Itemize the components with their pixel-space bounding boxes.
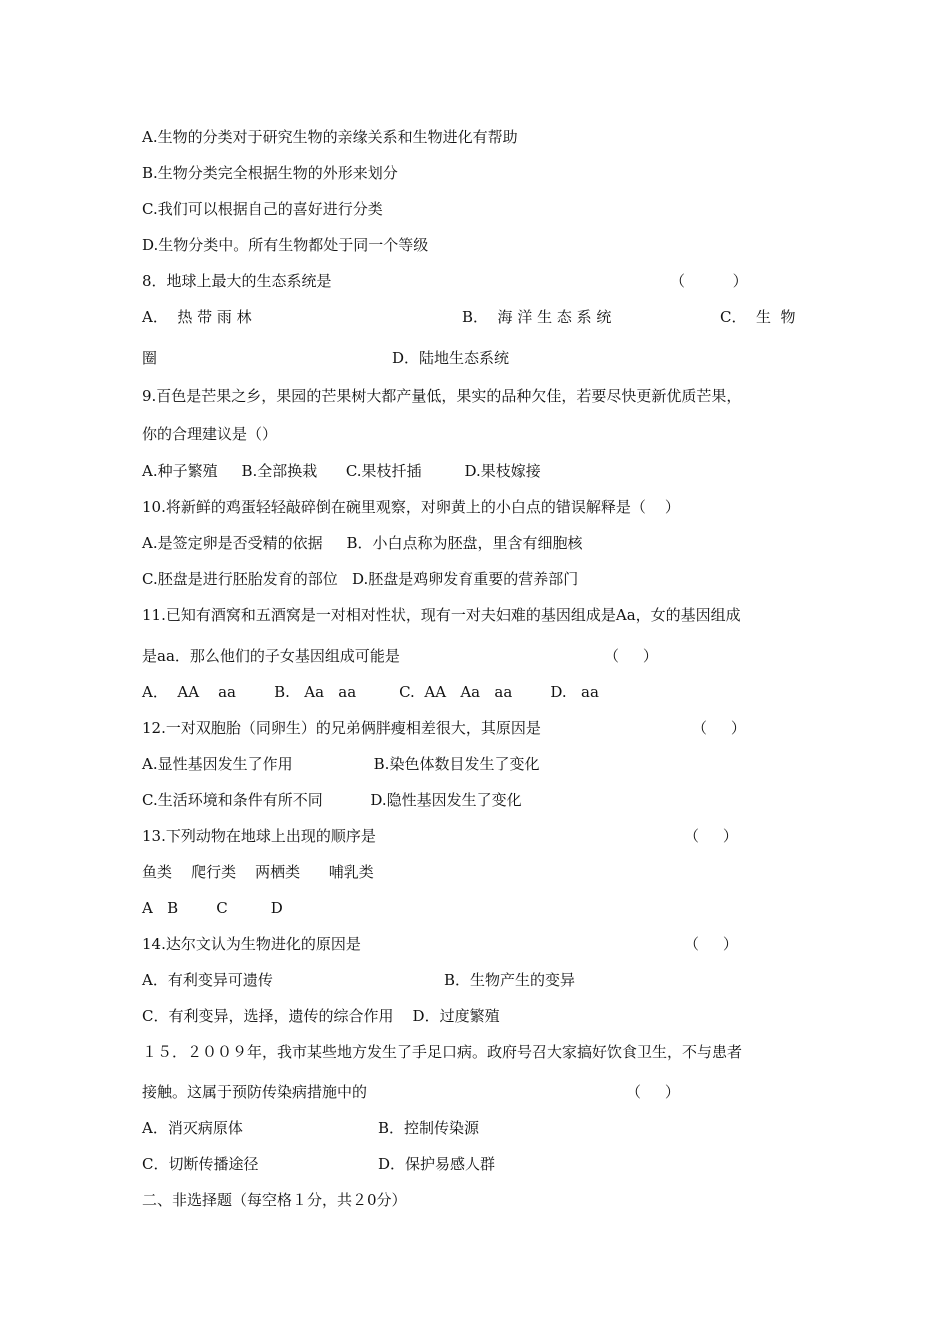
q8-stem: 8．地球上最大的生态系统是 [142,272,332,290]
q8-option-c: C． 生 物 [720,308,796,326]
q15-option-d: D．保护易感人群 [378,1155,496,1173]
q10-options-ab: A.是签定卵是否受精的依据 B．小白点称为胚盘，里含有细胞核 [142,534,583,552]
q8-option-a: A． 热 带 雨 林 [142,308,252,326]
q12-options-ab: A.显性基因发生了作用 B.染色体数目发生了变化 [142,755,540,773]
q12-options-cd: C.生活环境和条件有所不同 D.隐性基因发生了变化 [142,791,522,809]
q12-answer-paren: （ ） [692,719,746,737]
q13-stem: 13.下列动物在地球上出现的顺序是 [142,827,376,845]
section-2-heading: 二、非选择题（每空格１分，共２0分） [142,1191,407,1209]
q14-option-b: B．生物产生的变异 [444,971,576,989]
q13-answer-paren: （ ） [684,827,738,845]
q15-option-a: A．消灭病原体 [142,1119,243,1137]
q7-option-d: D.生物分类中。所有生物都处于同一个等级 [142,236,429,254]
q15-option-b: B．控制传染源 [378,1119,480,1137]
q14-option-a: A．有利变异可遗传 [142,971,273,989]
q8-option-d: D．陆地生态系统 [392,349,510,367]
q9-stem-line2: 你的合理建议是（） [142,425,278,443]
q11-stem-line2: 是aa．那么他们的子女基因组成可能是 [142,647,400,665]
q14-options-cd: C．有利变异，选择，遗传的综合作用 D．过度繁殖 [142,1007,500,1025]
q10-stem: 10.将新鲜的鸡蛋轻轻敲碎倒在碗里观察，对卵黄上的小白点的错误解释是（ ） [142,498,680,516]
q14-answer-paren: （ ） [684,935,738,953]
q13-animals: 鱼类 爬行类 两栖类 哺乳类 [142,863,374,881]
q15-stem-line2: 接触。这属于预防传染病措施中的 [142,1083,368,1101]
q11-answer-paren: （ ） [604,647,658,665]
q15-option-c: C．切断传播途径 [142,1155,259,1173]
q7-option-b: B.生物分类完全根据生物的外形来划分 [142,164,398,182]
q7-option-a: A.生物的分类对于研究生物的亲缘关系和生物进化有帮助 [142,128,518,146]
q9-options: A.种子繁殖 B.全部换栽 C.果枝扦插 D.果枝嫁接 [142,462,541,480]
q10-options-cd: C.胚盘是进行胚胎发育的部位 D.胚盘是鸡卵发育重要的营养部门 [142,570,579,588]
q15-stem-line1: １５．２００９年，我市某些地方发生了手足口病。政府号召大家搞好饮食卫生，不与患者 [142,1043,743,1061]
q8-option-b: B． 海 洋 生 态 系 统 [462,308,612,326]
q15-answer-paren: （ ） [626,1083,680,1101]
q8-answer-paren: （ ） [670,272,748,290]
q9-stem-line1: 9.百色是芒果之乡，果园的芒果树大都产量低，果实的品种欠佳，若要尽快更新优质芒果， [142,387,742,405]
q7-option-c: C.我们可以根据自己的喜好进行分类 [142,200,383,218]
q11-options: A． AA aa B. Aa aa C. AA Aa aa D. aa [142,683,599,701]
q8-option-c-cont: 圈 [142,349,158,367]
q11-stem-line1: 11.已知有酒窝和五酒窝是一对相对性状，现有一对夫妇难的基因组成是Aa，女的基因组成 [142,606,741,624]
q13-options: A B C D [142,899,283,917]
q14-stem: 14.达尔文认为生物进化的原因是 [142,935,361,953]
q12-stem: 12.一对双胞胎（同卵生）的兄弟俩胖瘦相差很大，其原因是 [142,719,541,737]
